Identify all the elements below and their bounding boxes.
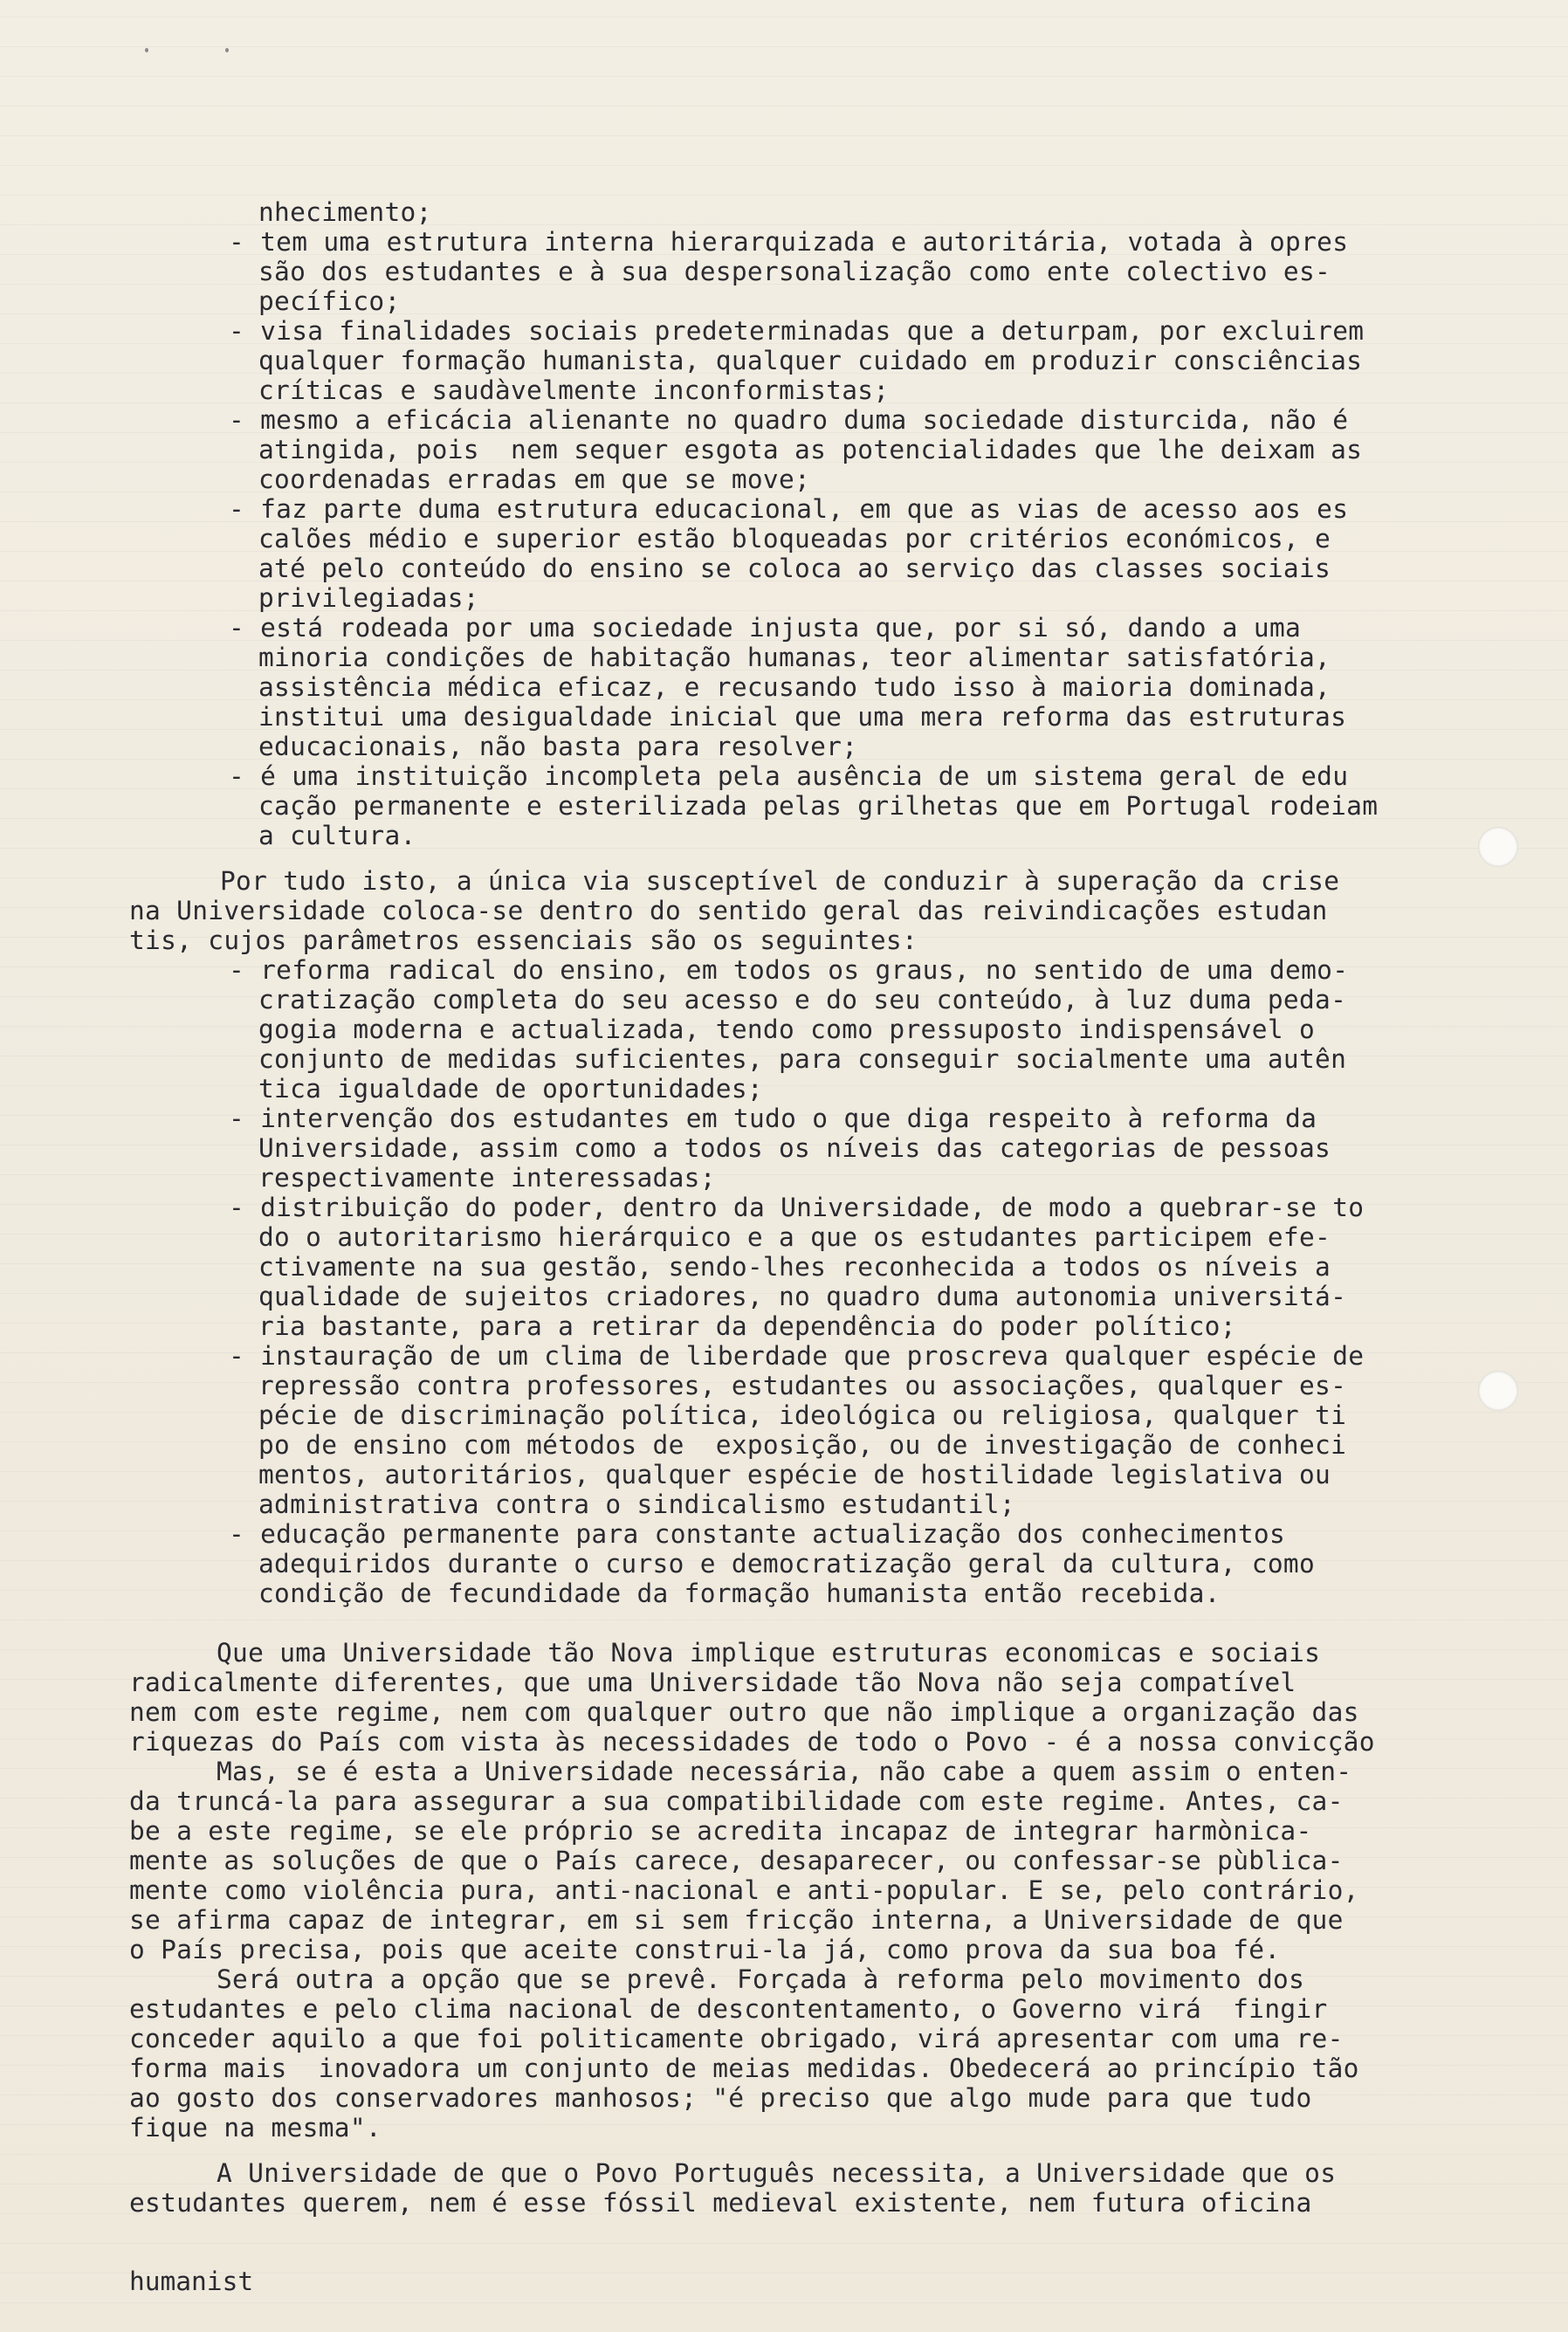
text-line: fique na mesma".	[129, 2113, 382, 2143]
text-line: - tem uma estrutura interna hierarquizada e autoritária, votada à opres	[229, 227, 1349, 257]
text-line: - faz parte duma estrutura educacional, em que as vias de acesso aos es	[229, 494, 1349, 524]
text-line: da truncá-la para assegurar a sua compatibilidade com este regime. Antes, ca-	[129, 1786, 1344, 1816]
text-line: radicalmente diferentes, que uma Universidade tão Nova não seja compatível	[129, 1668, 1296, 1697]
text-line: - está rodeada por uma sociedade injusta que, por si só, dando a uma	[229, 613, 1302, 643]
text-line: até pelo conteúdo do ensino se coloca ao serviço das classes sociais	[258, 554, 1331, 583]
text-line: gogia moderna e actualizada, tendo como pressuposto indispensável o	[258, 1015, 1316, 1044]
text-line: respectivamente interessadas;	[258, 1163, 716, 1193]
text-line: - instauração de um clima de liberdade que proscreva qualquer espécie de	[229, 1341, 1365, 1371]
text-line: ao gosto dos conservadores manhosos; "é preciso que algo mude para que tudo	[129, 2083, 1312, 2113]
text-line: A Universidade de que o Povo Português necessita, a Universidade que os	[217, 2158, 1337, 2188]
text-line: Mas, se é esta a Universidade necessária, não cabe a quem assim o enten-	[217, 1757, 1352, 1786]
text-line: são dos estudantes e à sua despersonalização como ente colectivo es-	[258, 257, 1331, 286]
text-line: pecífico;	[258, 286, 401, 316]
punch-hole-bottom	[1478, 1371, 1518, 1411]
text-line: tis, cujos parâmetros essenciais são os seguintes:	[129, 925, 918, 955]
text-line: - mesmo a eficácia alienante no quadro duma sociedade disturcida, não é	[229, 405, 1349, 435]
text-line: o País precisa, pois que aceite construi-la já, como prova da sua boa fé.	[129, 1935, 1281, 1964]
text-line: Por tudo isto, a única via susceptível de conduzir à superação da crise	[220, 866, 1340, 896]
text-line: ctivamente na sua gestão, sendo-lhes reconhecida a todos os níveis a	[258, 1252, 1331, 1282]
text-line: conjunto de medidas suficientes, para conseguir socialmente uma autên	[258, 1044, 1347, 1074]
text-line: pécie de discriminação política, ideológica ou religiosa, qualquer ti	[258, 1400, 1347, 1430]
text-line: se afirma capaz de integrar, em si sem fricção interna, a Universidade de que	[129, 1905, 1344, 1935]
text-line: be a este regime, se ele próprio se acredita incapaz de integrar harmònica-	[129, 1816, 1312, 1846]
text-line: do o autoritarismo hierárquico e a que os estudantes participem efe-	[258, 1222, 1331, 1252]
text-line: condição de fecundidade da formação humanista então recebida.	[258, 1579, 1221, 1608]
text-line: críticas e saudàvelmente inconformistas;	[258, 375, 890, 405]
text-line: privilegiadas;	[258, 583, 479, 613]
text-line: - reforma radical do ensino, em todos os graus, no sentido de uma demo-	[229, 955, 1349, 985]
text-line: atingida, pois nem sequer esgota as potencialidades que lhe deixam as	[258, 435, 1363, 464]
text-line: - visa finalidades sociais predeterminadas que a deturpam, por excluirem	[229, 316, 1365, 346]
text-line: tica igualdade de oportunidades;	[258, 1074, 763, 1104]
text-line: nhecimento;	[258, 197, 432, 227]
text-line: po de ensino com métodos de exposição, ou de investigação de conheci	[258, 1430, 1347, 1460]
text-line: - é uma instituição incompleta pela ausência de um sistema geral de edu	[229, 761, 1349, 791]
text-line: ria bastante, para a retirar da dependência do poder político;	[258, 1311, 1236, 1341]
text-line: coordenadas erradas em que se move;	[258, 464, 811, 494]
text-line: mentos, autoritários, qualquer espécie de hostilidade legislativa ou	[258, 1460, 1331, 1489]
page-footer-word: humanist	[129, 2267, 254, 2296]
text-line: educacionais, não basta para resolver;	[258, 732, 858, 761]
text-line: assistência médica eficaz, e recusando tudo isso à maioria dominada,	[258, 672, 1331, 702]
punch-hole-top	[1478, 827, 1518, 867]
text-line: qualquer formação humanista, qualquer cuidado em produzir consciências	[258, 346, 1363, 375]
text-line: estudantes e pelo clima nacional de descontentamento, o Governo virá fingir	[129, 1994, 1328, 2024]
text-line: Universidade, assim como a todos os níveis das categorias de pessoas	[258, 1133, 1331, 1163]
text-line: - distribuição do poder, dentro da Universidade, de modo a quebrar-se to	[229, 1193, 1365, 1222]
text-line: mente como violência pura, anti-nacional e anti-popular. E se, pelo contrário,	[129, 1875, 1359, 1905]
text-line: riquezas do País com vista às necessidades de todo o Povo - é a nossa convicção	[129, 1727, 1375, 1757]
text-line: administrativa contra o sindicalismo estudantil;	[258, 1489, 1015, 1519]
text-line: qualidade de sujeitos criadores, no quadro duma autonomia universitá-	[258, 1282, 1347, 1311]
text-line: nem com este regime, nem com qualquer outro que não implique a organização das	[129, 1697, 1359, 1727]
text-line: cação permanente e esterilizada pelas grilhetas que em Portugal rodeiam	[258, 791, 1379, 821]
text-line: Será outra a opção que se prevê. Forçada à reforma pelo movimento dos	[217, 1964, 1305, 1994]
text-line: calões médio e superior estão bloqueadas por critérios económicos, e	[258, 524, 1331, 554]
speck-mark	[225, 48, 229, 52]
text-line: institui uma desigualdade inicial que uma mera reforma das estruturas	[258, 702, 1347, 732]
text-line: conceder aquilo a que foi politicamente obrigado, virá apresentar com uma re-	[129, 2024, 1344, 2053]
text-line: na Universidade coloca-se dentro do sentido geral das reivindicações estudan	[129, 896, 1328, 925]
text-line: repressão contra professores, estudantes ou associações, qualquer es-	[258, 1371, 1347, 1400]
text-line: a cultura.	[258, 821, 416, 850]
text-line: - educação permanente para constante actualização dos conhecimentos	[229, 1519, 1286, 1549]
text-line: - intervenção dos estudantes em tudo o que diga respeito à reforma da	[229, 1104, 1317, 1133]
text-line: Que uma Universidade tão Nova implique estruturas economicas e sociais	[217, 1638, 1321, 1668]
text-line: estudantes querem, nem é esse fóssil medieval existente, nem futura oficina	[129, 2188, 1312, 2218]
speck-mark	[145, 48, 148, 52]
text-line: cratização completa do seu acesso e do seu conteúdo, à luz duma peda-	[258, 985, 1347, 1015]
text-line: minoria condições de habitação humanas, teor alimentar satisfatória,	[258, 643, 1331, 672]
text-line: mente as soluções de que o País carece, desaparecer, ou confessar-se pùblica-	[129, 1846, 1344, 1875]
text-line: adequiridos durante o curso e democratização geral da cultura, como	[258, 1549, 1316, 1579]
text-line: forma mais inovadora um conjunto de meias medidas. Obedecerá ao princípio tão	[129, 2053, 1359, 2083]
